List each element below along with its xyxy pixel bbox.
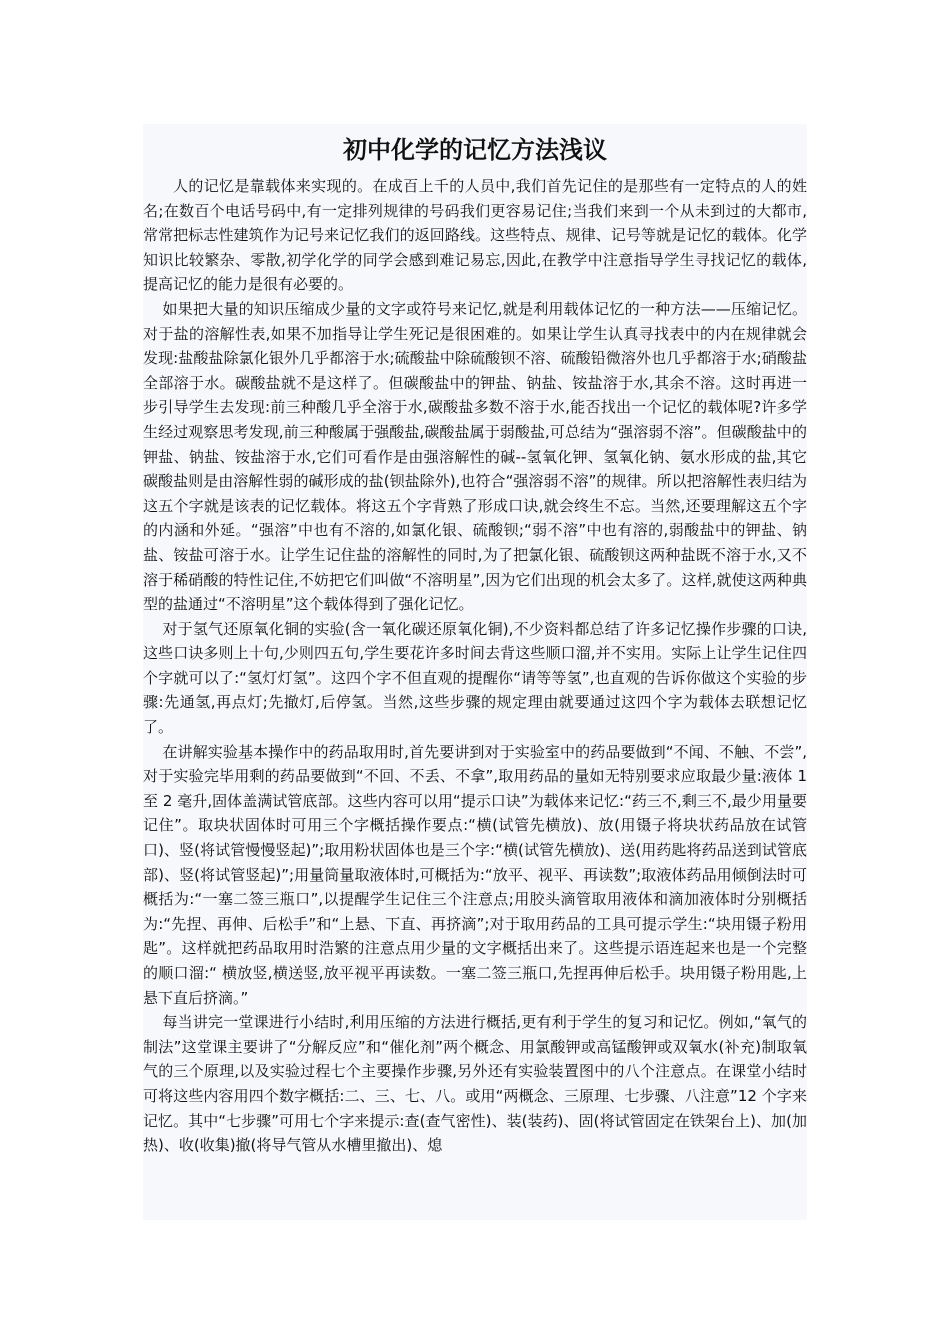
paragraph-4: 在讲解实验基本操作中的药品取用时,首先要讲到对于实验室中的药品要做到“不闻、不触、不尝”,对于实验完毕用剩的药品要做到“不回、不丢、不拿”,取用药品的量如无特别要求应取最少量:液体 1 至 2 毫升,固体盖满试管底部。这些内容可以用“提示口诀”为载体来记忆:“药三不,剩三不,最少用量要记住”。取块状固体时可用三个字概括操作要点:“横(试管先横放)、放(用镊子将块状药品放在试管口)、竖(将试管慢慢竖起)”;取用粉状固体也是三个字:“横(试管先横放)、送(用药匙将药品送到试管底部)、竖(将试管竖起)”;用量筒量取液体时,可概括为:“放平、视平、再读数”;取液体药品用倾倒法时可概括为:“一塞二签三瓶口”,以提醒学生记住三个注意点;用胶头滴管取用液体和滴加液体时分别概括为:“先捏、再伸、后松手”和“上悬、下直、再挤滴”;对于取用药品的工具可提示学生:“块用镊子粉用匙”。这样就把药品取用时浩繁的注意点用少量的文字概括出来了。这些提示语连起来也是一个完整的顺口溜:“ 横放竖,横送竖,放平视平再读数。一塞二签三瓶口,先捏再伸后松手。块用镊子粉用匙,上悬下直后挤滴。”	[143, 742, 807, 1007]
paragraph-2: 如果把大量的知识压缩成少量的文字或符号来记忆,就是利用载体记忆的一种方法——压缩记忆。对于盐的溶解性表,如果不加指导让学生死记是很困难的。如果让学生认真寻找表中的内在规律就会发现:盐酸盐除氯化银外几乎都溶于水;硫酸盐中除硫酸钡不溶、硫酸铅微溶外也几乎都溶于水;硝酸盐全部溶于水。碳酸盐就不是这样了。但碳酸盐中的钾盐、钠盐、铵盐溶于水,其余不溶。这时再进一步引导学生去发现:前三种酸几乎全溶于水,碳酸盐多数不溶于水,能否找出一个记忆的载体呢?许多学生经过观察思考发现,前三种酸属于强酸盐,碳酸盐属于弱酸盐,可总结为“强溶弱不溶”。但碳酸盐中的钾盐、钠盐、铵盐溶于水,它们可看作是由强溶解性的碱--氢氧化钾、氢氧化钠、氨水形成的盐,其它碳酸盐则是由溶解性弱的碱形成的盐(钡盐除外),也符合“强溶弱不溶”的规律。所以把溶解性表归结为这五个字就是该表的记忆载体。将这五个字背熟了形成口诀,就会终生不忘。当然,还要理解这五个字的内涵和外延。“强溶”中也有不溶的,如氯化银、硫酸钡;“弱不溶”中也有溶的,弱酸盐中的钾盐、钠盐、铵盐可溶于水。让学生记住盐的溶解性的同时,为了把氯化银、硫酸钡这两种盐既不溶于水,又不溶于稀硝酸的特性记住,不妨把它们叫做“不溶明星”,因为它们出现的机会太多了。这样,就使这两种典型的盐通过“不溶明星”这个载体得到了强化记忆。	[143, 299, 807, 614]
paragraph-5: 每当讲完一堂课进行小结时,利用压缩的方法进行概括,更有利于学生的复习和记忆。例如,“氧气的制法”这堂课主要讲了“分解反应”和“催化剂”两个概念、用氯酸钾或高锰酸钾或双氧水(补充)制取氧气的三个原理,以及实验过程七个主要操作步骤,另外还有实验装置图中的八个注意点。在课堂小结时可将这些内容用四个数字概括:二、三、七、八。或用“两概念、三原理、七步骤、八注意”12 个字来记忆。其中“七步骤”可用七个字来提示:查(查气密性)、装(装药)、固(将试管固定在铁架台上)、加(加热)、收(收集)撤(将导气管从水槽里撤出)、熄	[143, 1013, 807, 1155]
document-title: 初中化学的记忆方法浅议	[343, 136, 607, 164]
paragraph-1: 人的记忆是靠载体来实现的。在成百上千的人员中,我们首先记住的是那些有一定特点的人的姓名;在数百个电话号码中,有一定排列规律的号码我们更容易记住;当我们来到一个从未到过的大都市,常常把标志性建筑作为记号来记忆我们的返回路线。这些特点、规律、记号等就是记忆的载体。化学知识比较繁杂、零散,初学化学的同学会感到难记易忘,因此,在教学中注意指导学生寻找记忆的载体,提高记忆的能力是很有必要的。	[143, 177, 807, 294]
document-body	[143, 174, 807, 1158]
paragraph-3: 对于氢气还原氧化铜的实验(含一氧化碳还原氧化铜),不少资料都总结了许多记忆操作步骤的口诀,这些口诀多则上十句,少则四五句,学生要花许多时间去背这些顺口溜,并不实用。实际上让学生记住四个字就可以了:“氢灯灯氢”。这四个字不但直观的提醒你“请等等氢”,也直观的告诉你做这个实验的步骤:先通氢,再点灯;先撤灯,后停氢。当然,这些步骤的规定理由就要通过这四个字为载体去联想记忆了。	[143, 619, 807, 737]
